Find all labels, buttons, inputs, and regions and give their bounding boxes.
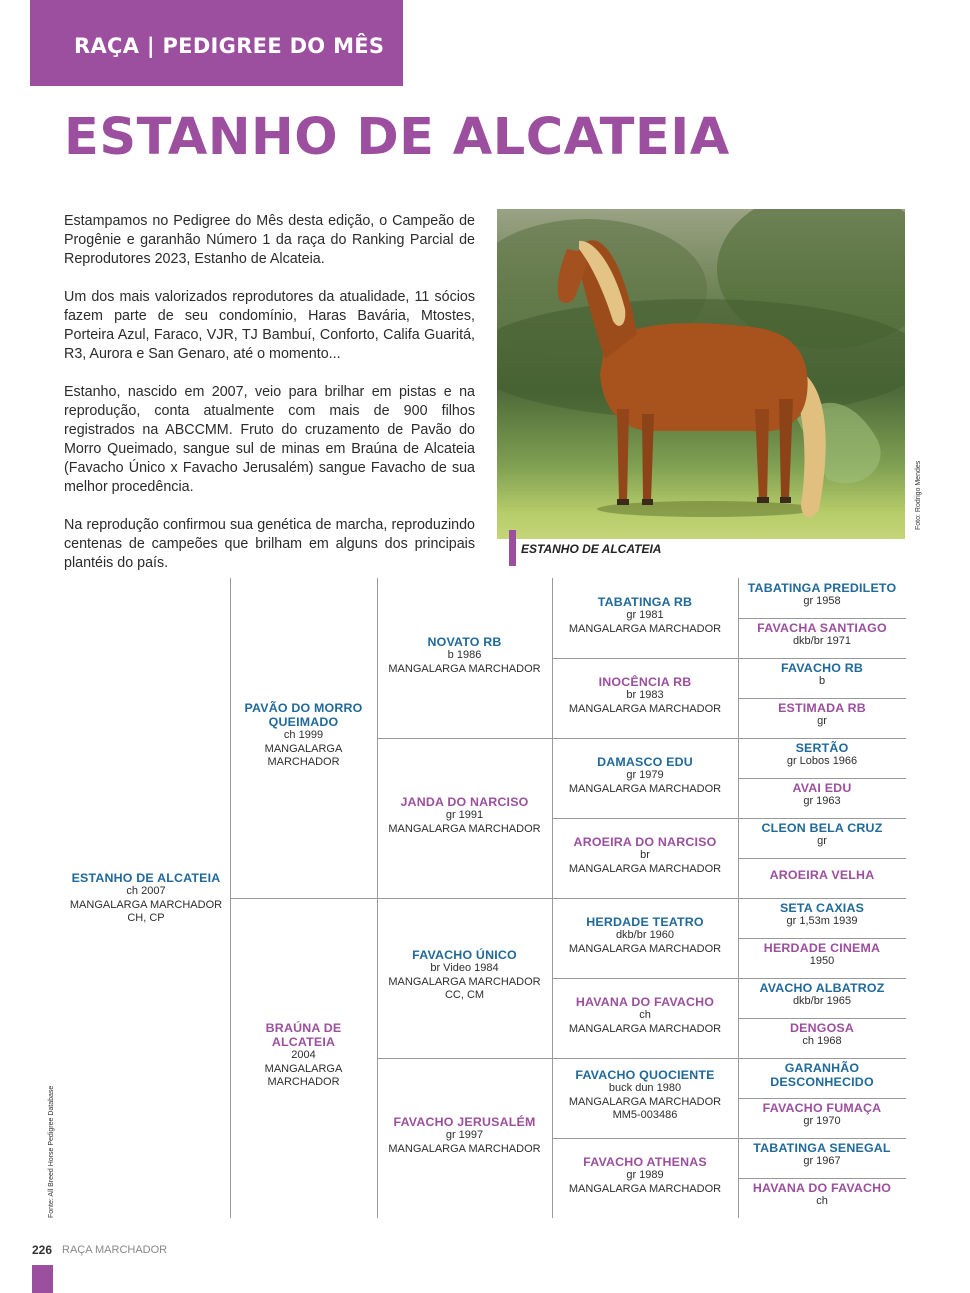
pedigree-great-great-grandparent [742, 701, 902, 729]
pedigree-great-great-grandparent [742, 1101, 902, 1129]
horse-detail: gr [817, 715, 827, 727]
horse-name: ESTIMADA RB [778, 701, 866, 715]
horse-photo [497, 209, 905, 539]
horse-detail: MM5-003486 [612, 1109, 678, 1122]
horse-detail: gr [817, 835, 827, 847]
horse-name: PAVÃO DO MORRO QUEIMADO [244, 701, 363, 729]
pedigree-sire-dam [234, 701, 373, 770]
pedigree-divider [738, 738, 906, 739]
horse-name: TABATINGA RB [597, 595, 693, 609]
horse-detail: gr 1981 [626, 609, 664, 621]
horse-name: AROEIRA DO NARCISO [573, 835, 717, 849]
pedigree-great-grandparent [556, 995, 734, 1036]
horse-name: INOCÊNCIA RB [598, 675, 692, 689]
horse-detail: ch 1999 [283, 729, 324, 741]
horse-detail: MANGALARGA MARCHADOR [388, 975, 541, 988]
horse-detail: dkb/br 1960 [615, 929, 675, 941]
pedigree-divider [552, 818, 738, 819]
pedigree-great-grandparent [556, 835, 734, 876]
horse-name: SERTÃO [795, 741, 849, 755]
pedigree-great-great-grandparent [742, 868, 902, 882]
horse-name: HAVANA DO FAVACHO [575, 995, 715, 1009]
pedigree-divider [552, 898, 738, 899]
pedigree-great-great-grandparent [742, 741, 902, 769]
horse-detail: gr 1970 [803, 1115, 841, 1127]
pedigree-great-grandparent [556, 1155, 734, 1196]
horse-detail: MANGALARGA MARCHADOR [568, 702, 722, 715]
pedigree-divider [738, 1018, 906, 1019]
photo-credit: Foto: Rodrigo Mendes [915, 460, 922, 530]
horse-detail: MANGALARGA MARCHADOR [388, 662, 541, 675]
horse-detail: MANGALARGA MARCHADOR [388, 822, 541, 835]
pedigree-grandparent [381, 948, 548, 1003]
pedigree-divider [377, 898, 552, 899]
horse-name: FAVACHO QUOCIENTE [575, 1068, 715, 1082]
horse-name: GARANHÃO DESCONHECIDO [770, 1061, 874, 1089]
horse-name: HERDADE TEATRO [586, 915, 704, 929]
photo-caption: ESTANHO DE ALCATEIA [521, 542, 662, 556]
publication-name: RAÇA MARCHADOR [62, 1244, 168, 1256]
pedigree-divider [552, 1138, 738, 1139]
pedigree-divider [377, 738, 552, 739]
pedigree-divider [552, 658, 738, 659]
pedigree-great-great-grandparent [742, 981, 902, 1009]
horse-detail: ch 2007 [126, 885, 166, 897]
horse-name: FAVACHO FUMAÇA [762, 1101, 882, 1115]
horse-detail: gr 1997 [445, 1129, 484, 1141]
horse-detail: MANGALARGA MARCHADOR [264, 742, 343, 769]
horse-detail: br 1983 [626, 689, 664, 701]
page-number: 226 [32, 1243, 53, 1257]
horse-name: FAVACHO ATHENAS [583, 1155, 707, 1169]
pedigree-great-grandparent [556, 675, 734, 716]
horse-detail: MANGALARGA MARCHADOR [69, 898, 223, 911]
horse-detail: ch [639, 1009, 651, 1021]
pedigree-divider [552, 978, 738, 979]
horse-detail: dkb/br 1965 [792, 995, 852, 1007]
horse-detail: MANGALARGA MARCHADOR [264, 1062, 343, 1089]
horse-name: AVACHO ALBATROZ [759, 981, 885, 995]
horse-detail: ch 1968 [802, 1035, 842, 1047]
horse-detail: 2004 [291, 1049, 316, 1061]
horse-name: FAVACHO ÚNICO [412, 948, 517, 962]
horse-name: CLEON BELA CRUZ [761, 821, 883, 835]
pedigree-great-great-grandparent [742, 1141, 902, 1169]
intro-paragraph: Um dos mais valorizados reprodutores da atualidade, 11 sócios fazem parte de seu condomínio, Haras Bavária, Mtostes, Porteira Azul, Faraco, VJR, TJ Bambuí, Conforto, Califa Guaritá, R3, Aurora e San Genaro, até o momento... [64, 289, 475, 362]
horse-name: DENGOSA [789, 1021, 855, 1035]
horse-name: FAVACHO RB [780, 661, 864, 675]
horse-detail: MANGALARGA MARCHADOR [568, 862, 722, 875]
pedigree-divider [738, 1058, 906, 1059]
horse-detail: br [640, 849, 650, 861]
pedigree-great-great-grandparent [742, 581, 902, 609]
horse-detail: gr 1,53m 1939 [786, 915, 858, 927]
horse-name: FAVACHA SANTIAGO [757, 621, 887, 635]
pedigree-divider [377, 1058, 552, 1059]
caption-accent [509, 530, 516, 566]
horse-detail: MANGALARGA MARCHADOR [568, 782, 722, 795]
pedigree-great-grandparent [556, 1068, 734, 1123]
pedigree-great-great-grandparent [742, 621, 902, 649]
page-title: ESTANHO DE ALCATEIA [64, 108, 730, 167]
horse-detail: br Video 1984 [430, 962, 499, 974]
pedigree-sire-dam [234, 1021, 373, 1090]
pedigree-divider [738, 1138, 906, 1139]
pedigree-divider [738, 938, 906, 939]
horse-detail: MANGALARGA MARCHADOR [568, 1182, 722, 1195]
pedigree-great-grandparent [556, 595, 734, 636]
horse-detail: b [818, 675, 826, 687]
pedigree-great-great-grandparent [742, 1061, 902, 1089]
horse-detail: MANGALARGA MARCHADOR [568, 1095, 722, 1108]
horse-detail: ch [816, 1195, 828, 1207]
pedigree-grandparent [381, 1115, 548, 1156]
pedigree-divider [738, 658, 906, 659]
pedigree-divider [738, 778, 906, 779]
pedigree-great-great-grandparent [742, 941, 902, 969]
horse-name: JANDA DO NARCISO [400, 795, 529, 809]
footer-accent [32, 1265, 53, 1293]
pedigree-great-grandparent [556, 915, 734, 956]
pedigree-divider [738, 818, 906, 819]
horse-name: FAVACHO JERUSALÉM [393, 1115, 536, 1129]
horse-detail: gr 1967 [803, 1155, 841, 1167]
section-label: RAÇA | PEDIGREE DO MÊS [74, 34, 385, 58]
horse-detail: b 1986 [447, 649, 482, 661]
pedigree-divider [738, 898, 906, 899]
horse-name: TABATINGA SENEGAL [753, 1141, 891, 1155]
horse-name: DAMASCO EDU [597, 755, 693, 769]
horse-detail: MANGALARGA MARCHADOR [388, 1142, 541, 1155]
horse-detail: gr 1979 [626, 769, 664, 781]
pedigree-grandparent [381, 635, 548, 676]
intro-paragraph: Estampamos no Pedigree do Mês desta edição, o Campeão de Progênie e garanhão Número 1 da raça do Ranking Parcial de Reprodutores 2023, Estanho de Alcateia. [64, 213, 475, 267]
pedigree-grandparent [381, 795, 548, 836]
pedigree-great-great-grandparent [742, 1181, 902, 1209]
intro-text [64, 212, 475, 592]
horse-detail: gr 1958 [803, 595, 841, 607]
horse-name: HERDADE CINEMA [763, 941, 881, 955]
pedigree-great-great-grandparent [742, 821, 902, 849]
horse-detail: gr Lobos 1966 [786, 755, 858, 767]
horse-name: TABATINGA PREDILETO [747, 581, 897, 595]
pedigree-great-grandparent [556, 755, 734, 796]
section-tag [30, 0, 403, 86]
pedigree-divider [230, 898, 377, 899]
horse-detail: MANGALARGA MARCHADOR [568, 942, 722, 955]
horse-detail: CH, CP [127, 912, 165, 925]
pedigree-great-great-grandparent [742, 661, 902, 689]
pedigree-subject [66, 871, 226, 926]
horse-detail: gr 1989 [626, 1169, 664, 1181]
pedigree-great-great-grandparent [742, 901, 902, 929]
horse-name: BRAÚNA DE ALCATEIA [265, 1021, 342, 1049]
pedigree-divider [738, 698, 906, 699]
pedigree-great-great-grandparent [742, 781, 902, 809]
horse-detail: gr 1991 [445, 809, 484, 821]
horse-detail: gr 1963 [803, 795, 841, 807]
horse-illustration [497, 209, 905, 539]
horse-detail: dkb/br 1971 [792, 635, 852, 647]
intro-paragraph: Estanho, nascido em 2007, veio para brilhar em pistas e na reprodução, conta atualmente com mais de 900 filhos registrados na ABCCMM. Fruto do cruzamento de Pavão do Morro Queimado, sangue sul de minas em Braúna de Alcateia (Favacho Único x Favacho Jerusalém) sangue Favacho de sua melhor procedência. [64, 384, 475, 495]
intro-paragraph: Na reprodução confirmou sua genética de marcha, reproduzindo centenas de campeões que brilham em alguns dos principais plantéis do país. [64, 517, 475, 571]
horse-name: NOVATO RB [427, 635, 502, 649]
horse-name: SETA CAXIAS [779, 901, 865, 915]
horse-name: AROEIRA VELHA [769, 868, 875, 882]
pedigree-divider [738, 618, 906, 619]
pedigree-divider [738, 1178, 906, 1179]
pedigree-great-great-grandparent [742, 1021, 902, 1049]
pedigree-divider [738, 858, 906, 859]
horse-detail: buck dun 1980 [608, 1082, 682, 1094]
pedigree-divider [738, 978, 906, 979]
horse-detail: MANGALARGA MARCHADOR [568, 1022, 722, 1035]
pedigree-divider [552, 1058, 738, 1059]
horse-name: HAVANA DO FAVACHO [752, 1181, 892, 1195]
pedigree-divider [738, 1098, 906, 1099]
source-credit: Fonte: All Breed Horse Pedigree Database [48, 1085, 55, 1218]
horse-detail: 1950 [809, 955, 835, 967]
horse-name: ESTANHO DE ALCATEIA [71, 871, 221, 885]
pedigree-divider [552, 738, 738, 739]
horse-detail: MANGALARGA MARCHADOR [568, 622, 722, 635]
horse-detail: CC, CM [444, 989, 485, 1002]
horse-name: AVAI EDU [792, 781, 852, 795]
